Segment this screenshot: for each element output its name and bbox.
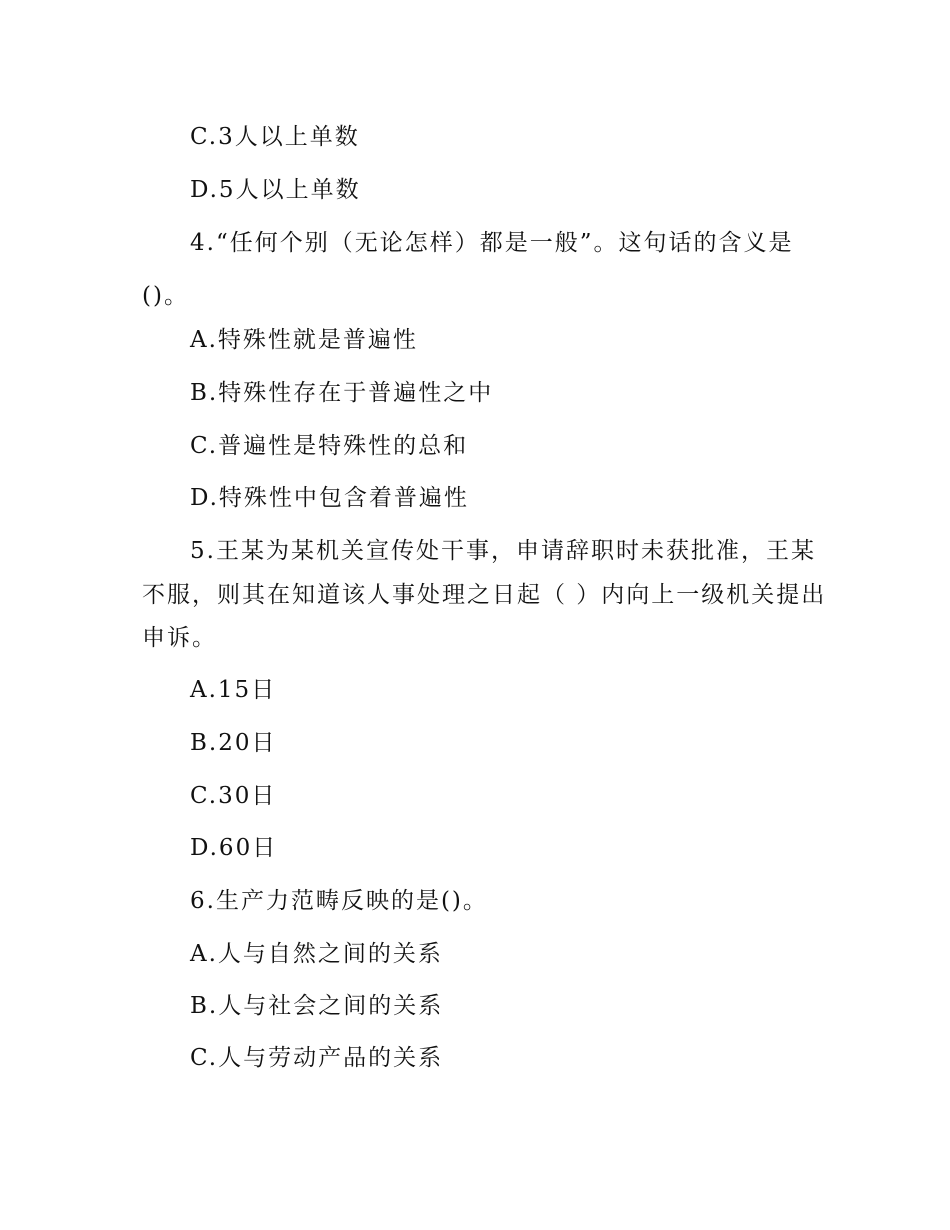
q6-option-c: C.人与劳动产品的关系	[190, 1045, 444, 1071]
q4-stem-line1: 4.“任何个别（无论怎样）都是一般”。这句话的含义是	[190, 230, 794, 256]
q5-stem-line3: 申诉。	[142, 625, 217, 651]
q4-option-c: C.普遍性是特殊性的总和	[190, 433, 469, 459]
q5-stem-line2: 不服，则其在知道该人事处理之日起（ ）内向上一级机关提出	[142, 582, 827, 608]
q4-option-d: D.特殊性中包含着普遍性	[190, 485, 469, 511]
q3-option-c: C.3人以上单数	[190, 124, 360, 150]
q5-stem-line1: 5.王某为某机关宣传处干事，申请辞职时未获批准，王某	[190, 538, 816, 564]
q5-option-b: B.20日	[190, 730, 277, 756]
q6-option-a: A.人与自然之间的关系	[190, 941, 443, 967]
q4-option-b: B.特殊性存在于普遍性之中	[190, 380, 494, 406]
q6-option-b: B.人与社会之间的关系	[190, 993, 444, 1019]
q5-option-d: D.60日	[190, 835, 278, 861]
q5-option-a: A.15日	[190, 677, 277, 703]
q4-stem-line2: ()。	[142, 283, 189, 309]
q4-option-a: A.特殊性就是普遍性	[190, 327, 418, 353]
q3-option-d: D.5人以上单数	[190, 177, 361, 203]
q6-stem-line1: 6.生产力范畴反映的是()。	[190, 888, 488, 914]
q5-option-c: C.30日	[190, 783, 277, 809]
